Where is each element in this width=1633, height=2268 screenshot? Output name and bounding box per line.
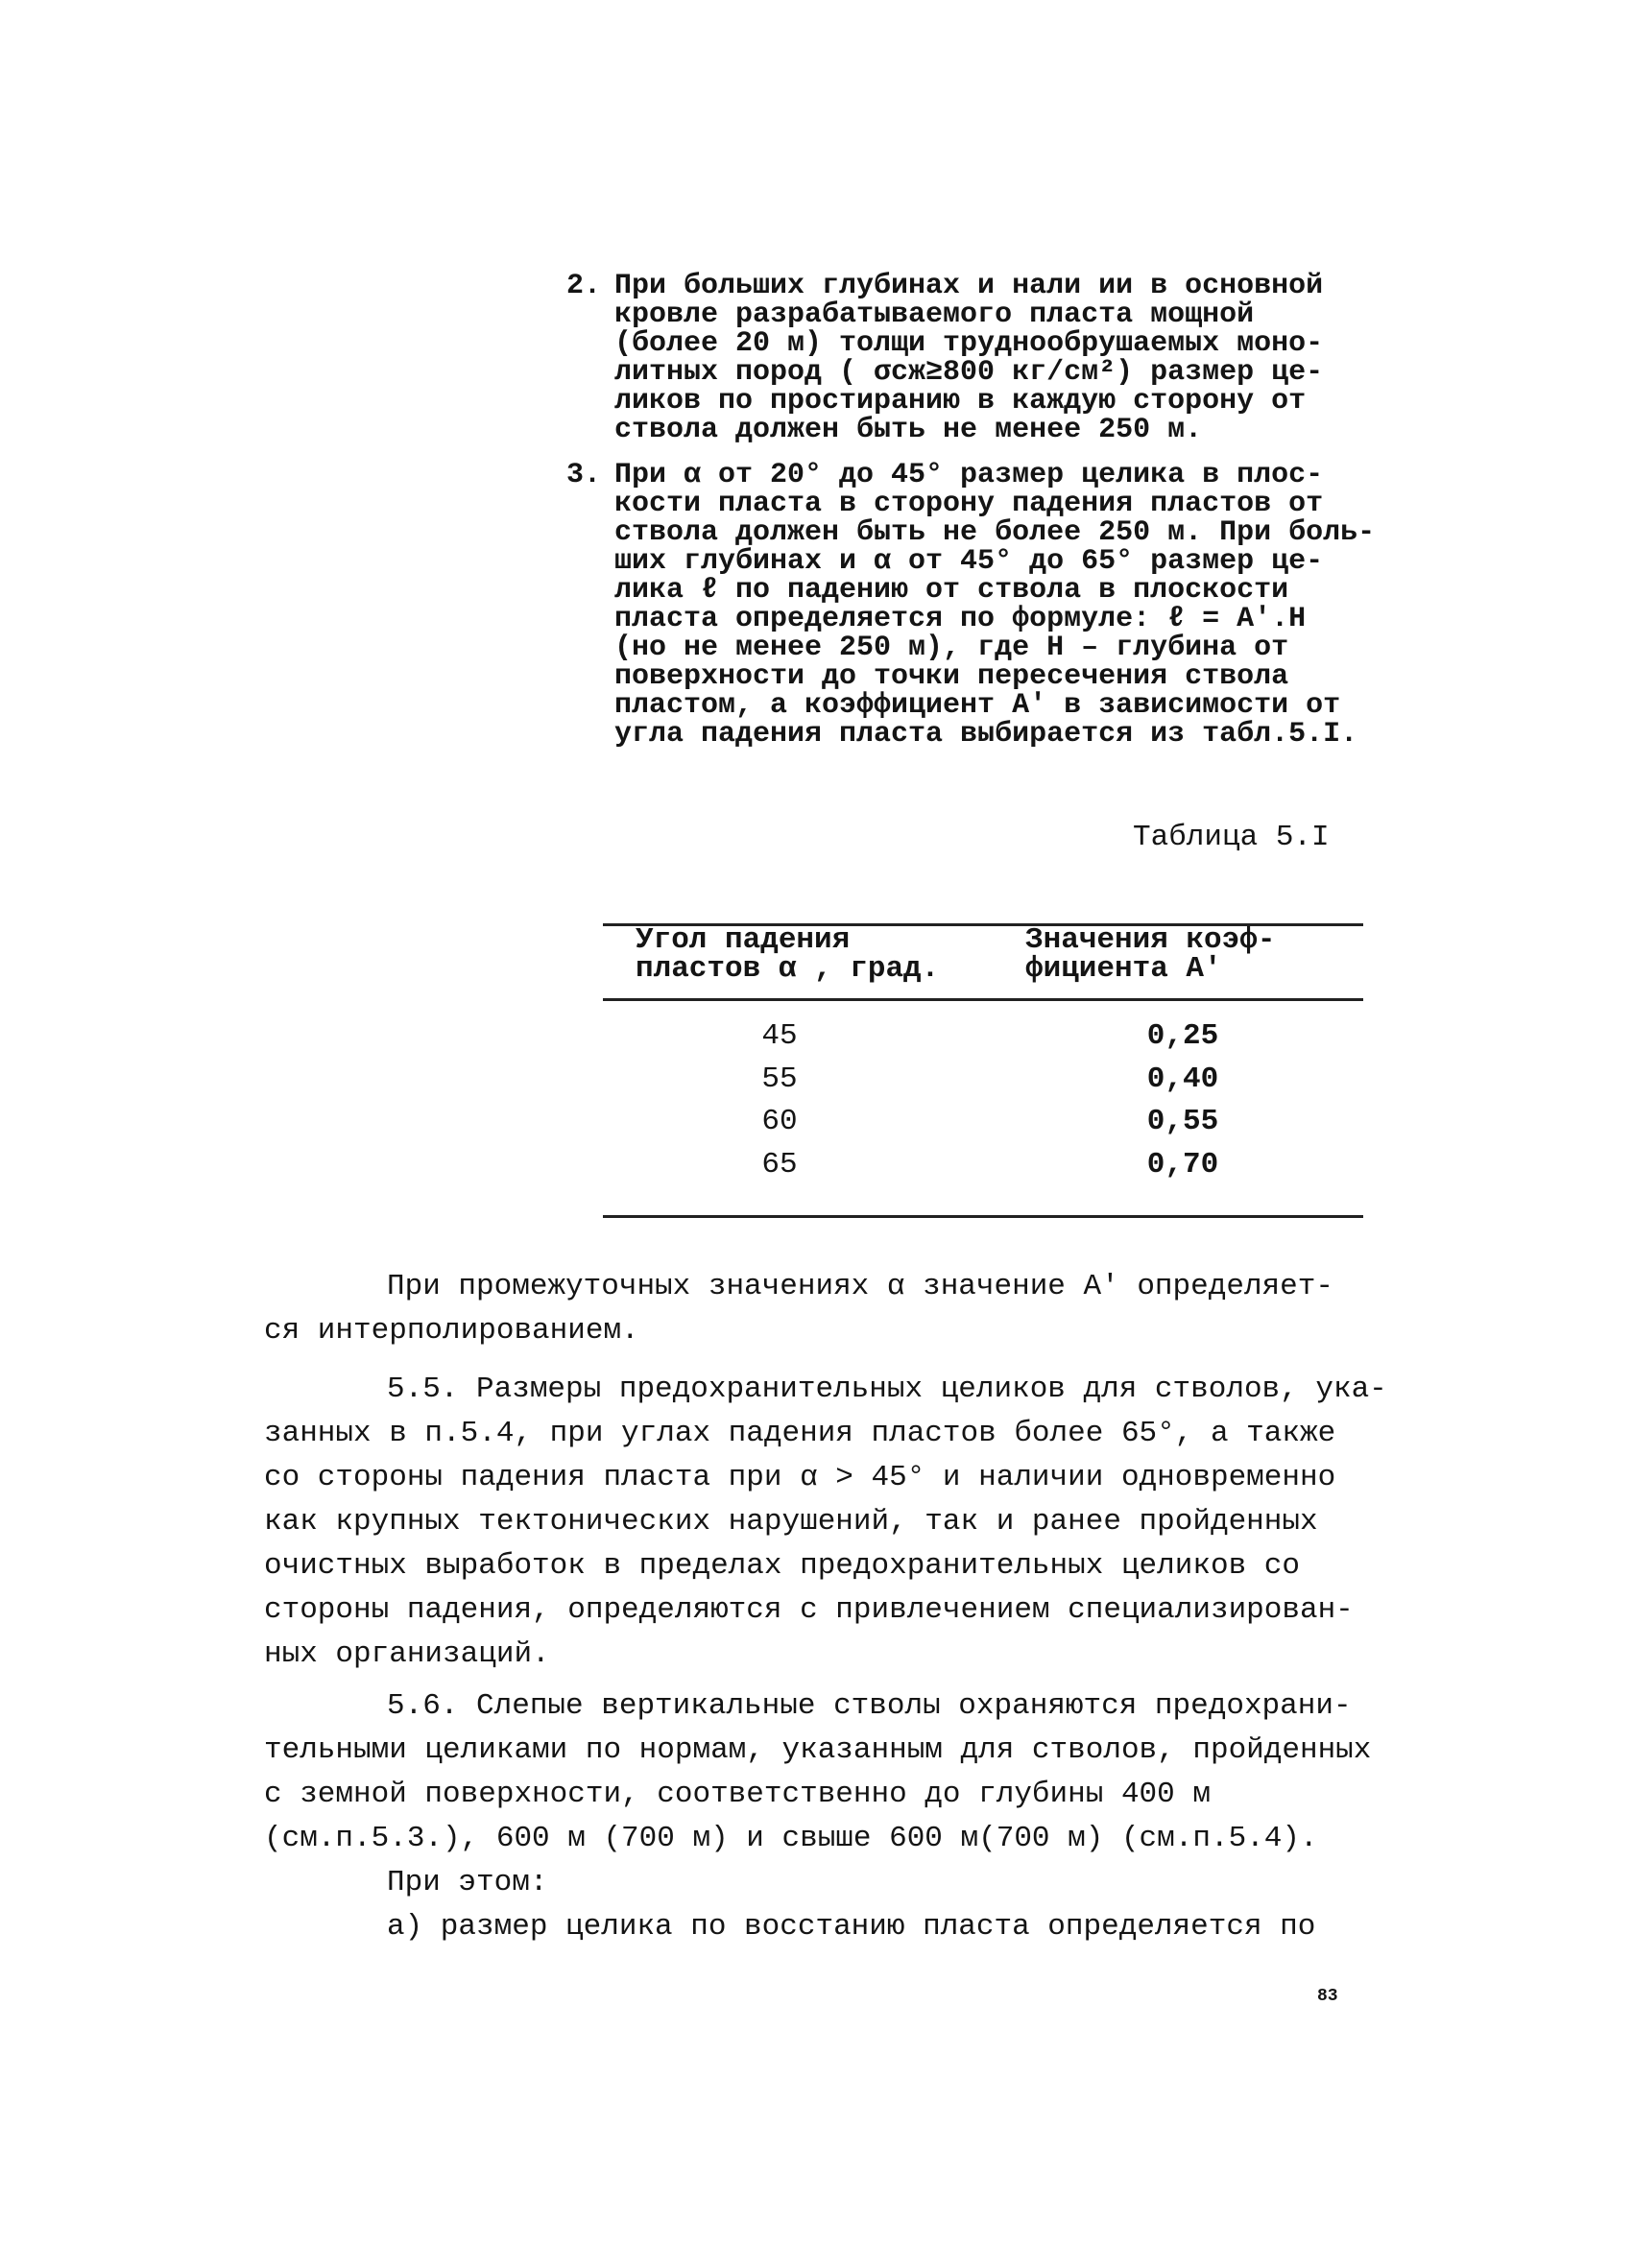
text-line: со стороны падения пласта при α > 45° и наличии одновременно — [264, 1461, 1336, 1494]
text-line: кровле разрабатываемого пласта мощной — [614, 298, 1255, 331]
table-cell-coef: 0,40 — [1146, 1062, 1219, 1096]
text-line: очистных выработок в пределах предохранительных целиков со — [264, 1549, 1300, 1583]
text-line: 5.6. Слепые вертикальные стволы охраняются предохрани- — [387, 1689, 1352, 1723]
table-caption: Таблица 5.I — [1133, 821, 1330, 854]
text-line: При промежуточных значениях α значение A' определяет- — [387, 1270, 1333, 1303]
table-bottom-rule — [603, 1215, 1363, 1218]
text-line: ших глубинах и α от 45° до 65° размер це- — [614, 545, 1324, 578]
text-line: (но не менее 250 м), где H – глубина от — [614, 632, 1289, 664]
text-line: пластом, а коэффициент A' в зависимости от — [614, 689, 1341, 722]
table-cell-angle: 45 — [761, 1019, 798, 1053]
header-col2-line: фициента A' — [1025, 952, 1222, 986]
header-col1 — [636, 923, 940, 986]
table-header-rule — [603, 998, 1363, 1001]
text-line: а) размер целика по восстанию пласта определяется по — [387, 1910, 1316, 1944]
header-col2 — [1025, 923, 1276, 986]
text-line: При α от 20° до 45° размер целика в плос- — [614, 459, 1324, 491]
text-line: ствола должен быть не более 250 м. При боль- — [614, 516, 1376, 549]
table-cell-coef: 0,70 — [1146, 1148, 1219, 1182]
text-line: кости пласта в сторону падения пластов от — [614, 488, 1324, 520]
table-cell-angle: 65 — [761, 1148, 798, 1182]
text-line: угла падения пласта выбирается из табл.5.I. — [614, 718, 1358, 751]
text-line: поверхности до точки пересечения ствола — [614, 660, 1289, 693]
interpolation-paragraph — [264, 1265, 1397, 1353]
paragraph-5-5 — [264, 1368, 1397, 1677]
header-col1-line: Угол падения — [636, 923, 851, 957]
paragraph-5-6 — [264, 1684, 1397, 1949]
page-number: 83 — [1317, 1987, 1338, 2006]
text-line: (более 20 м) толщи труднообрушаемых моно- — [614, 327, 1324, 360]
text-line: ликов по простиранию в каждую сторону от — [614, 385, 1307, 418]
table-cell-coef: 0,55 — [1146, 1105, 1219, 1138]
text-line: 5.5. Размеры предохранительных целиков для стволов, ука- — [387, 1373, 1387, 1406]
header-col2-line: Значения коэф- — [1025, 923, 1276, 957]
table-cell-angle: 55 — [761, 1062, 798, 1096]
text-line: как крупных тектонических нарушений, так и ранее пройденных — [264, 1505, 1318, 1539]
list-item-3 — [566, 461, 1411, 749]
text-line: литных пород ( σсж≥800 кг/см²) размер це- — [614, 356, 1324, 389]
table-cell-coef: 0,25 — [1146, 1019, 1219, 1053]
header-col1-line: пластов α , град. — [636, 952, 940, 986]
text-line: занных в п.5.4, при углах падения пластов более 65°, а также — [264, 1417, 1336, 1450]
text-line: стороны падения, определяются с привлечением специализирован- — [264, 1593, 1354, 1627]
list-item-2 — [566, 272, 1392, 444]
text-line: пласта определяется по формуле: ℓ = A'.H — [614, 603, 1307, 635]
list-marker: 3. — [566, 459, 602, 491]
text-line: ных организаций. — [264, 1637, 550, 1671]
table-cell-angle: 60 — [761, 1105, 798, 1138]
text-line: ся интерполированием. — [264, 1314, 639, 1348]
text-line: При этом: — [387, 1866, 548, 1899]
list-marker: 2. — [566, 270, 602, 302]
text-line: тельными целиками по нормам, указанным для стволов, пройденных — [264, 1733, 1372, 1767]
text-line: (см.п.5.3.), 600 м (700 м) и свыше 600 м(700 м) (см.п.5.4). — [264, 1822, 1318, 1855]
text-line: При больших глубинах и нали ии в основной — [614, 270, 1324, 302]
text-line: ствола должен быть не менее 250 м. — [614, 414, 1203, 446]
text-line: с земной поверхности, соответственно до глубины 400 м — [264, 1778, 1211, 1811]
text-line: лика ℓ по падению от ствола в плоскости — [614, 574, 1289, 607]
